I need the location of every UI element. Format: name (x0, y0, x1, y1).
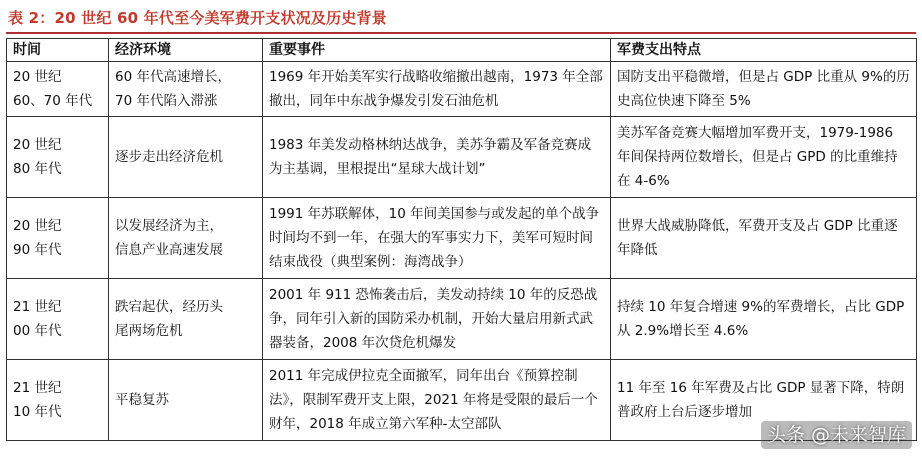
watermark-label: 头条 @未来智库 (761, 421, 912, 449)
header-time: 时间 (7, 39, 109, 62)
caption-divider (6, 32, 916, 34)
cell-economy: 跌宕起伏，经历头 尾两场危机 (109, 279, 263, 360)
table-header-row (7, 39, 917, 62)
table-caption: 表 2：20 世纪 60 年代至今美军费开支状况及历史背景 (8, 9, 387, 27)
table-row (7, 198, 917, 279)
table-row (7, 62, 917, 117)
cell-events: 1969 年开始美军实行战略收缩撤出越南，1973 年全部撤出，同年中东战争爆发引发石油危机 (263, 62, 611, 117)
cell-time: 20 世纪 90 年代 (7, 198, 109, 279)
cell-economy: 平稳复苏 (109, 360, 263, 441)
table-row (7, 279, 917, 360)
header-events: 重要事件 (263, 39, 611, 62)
cell-features: 美苏军备竞赛大幅增加军费开支，1979-1986 年间保持两位数增长，但是占 GPD 的比重维持在 4-6% (611, 117, 917, 198)
header-features: 军费支出特点 (611, 39, 917, 62)
cell-time: 20 世纪 80 年代 (7, 117, 109, 198)
cell-events: 1991 年苏联解体，10 年间美国参与或发起的单个战争时间均不到一年，在强大的军事实力下，美军可短时间结束战役（典型案例：海湾战争） (263, 198, 611, 279)
cell-events: 2001 年 911 恐怖袭击后，美发动持续 10 年的反恐战争，同年引入新的国防采办机制，开始大量启用新式武器装备，2008 年次贷危机爆发 (263, 279, 611, 360)
military-spending-table (6, 38, 917, 441)
header-economy: 经济环境 (109, 39, 263, 62)
cell-economy: 逐步走出经济危机 (109, 117, 263, 198)
cell-time: 21 世纪 00 年代 (7, 279, 109, 360)
cell-features: 国防支出平稳微增，但是占 GDP 比重从 9%的历史高位快速下降至 5% (611, 62, 917, 117)
table-row (7, 117, 917, 198)
cell-features: 持续 10 年复合增速 9%的军费增长，占比 GDP 从 2.9%增长至 4.6% (611, 279, 917, 360)
cell-time: 20 世纪 60、70 年代 (7, 62, 109, 117)
cell-features: 11 年至 16 年军费及占比 GDP 显著下降，特朗普政府上台后逐步增加 (611, 360, 917, 441)
cell-economy: 以发展经济为主， 信息产业高速发展 (109, 198, 263, 279)
cell-events: 1983 年美发动格林纳达战争，美苏争霸及军备竞赛成为主基调，里根提出“星球大战计划” (263, 117, 611, 198)
cell-time: 21 世纪 10 年代 (7, 360, 109, 441)
cell-events: 2011 年完成伊拉克全面撤军，同年出台《预算控制法》，限制军费开支上限，2021 年将是受限的最后一个财年，2018 年成立第六军种-太空部队 (263, 360, 611, 441)
cell-economy: 60 年代高速增长， 70 年代陷入滞涨 (109, 62, 263, 117)
cell-features: 世界大战威胁降低，军费开支及占 GDP 比重逐年降低 (611, 198, 917, 279)
